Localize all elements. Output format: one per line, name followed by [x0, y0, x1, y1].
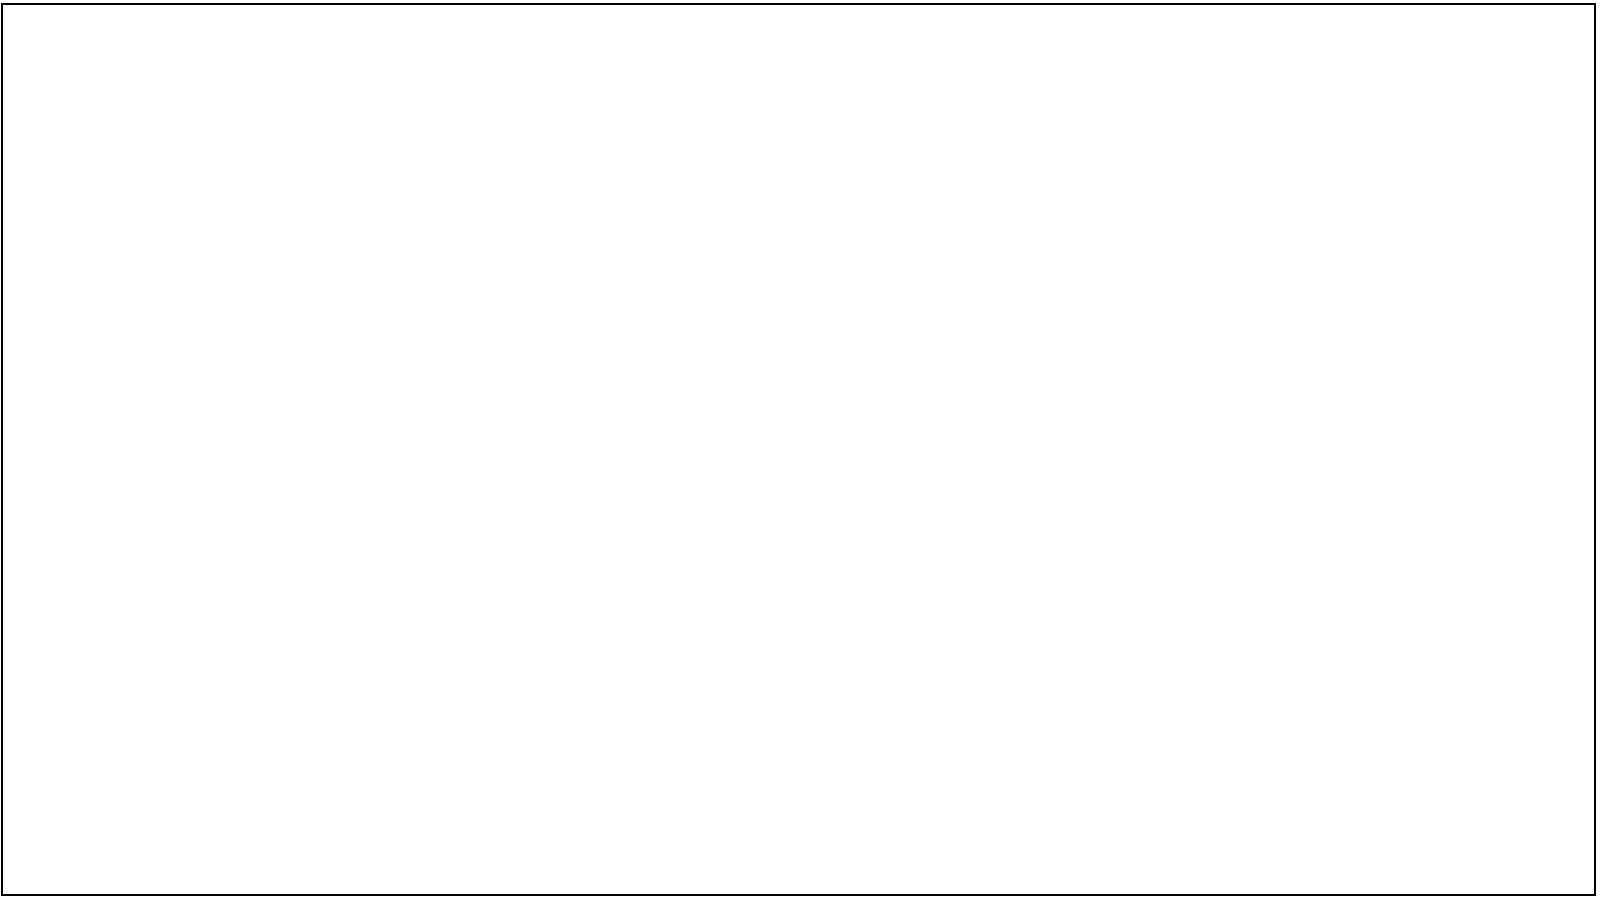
canvas-frame — [1, 3, 1596, 896]
canvas-surface[interactable] — [3, 5, 1594, 894]
